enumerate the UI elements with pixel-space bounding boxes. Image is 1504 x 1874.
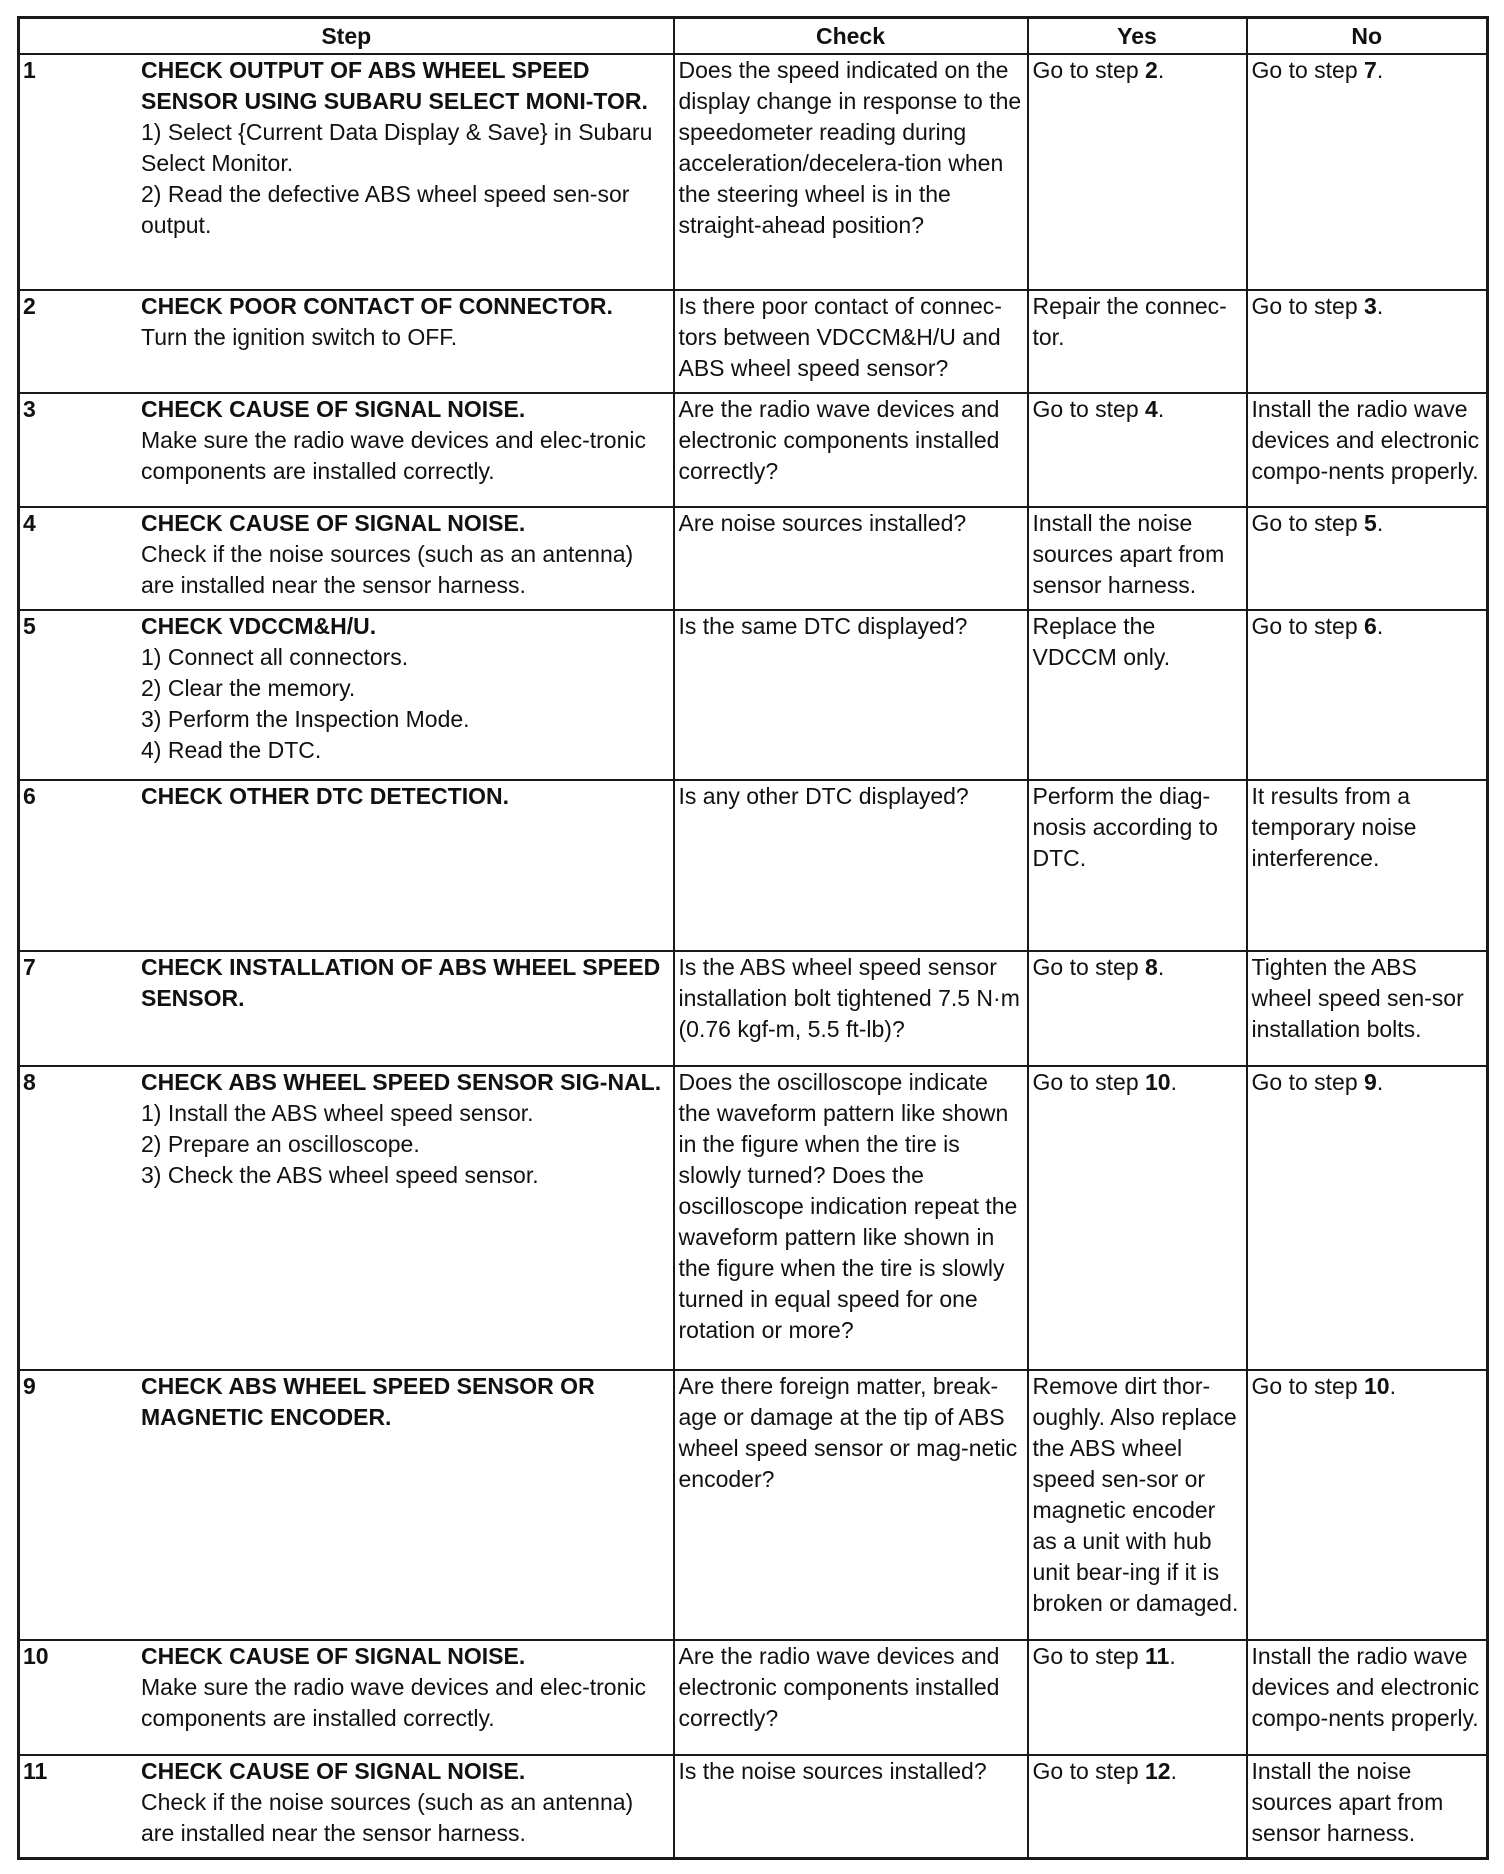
no-cell xyxy=(1247,1640,1488,1755)
step-cell xyxy=(19,1755,674,1858)
step-description xyxy=(141,1371,669,1433)
no-cell xyxy=(1247,1066,1488,1370)
no-step-ref: 5 xyxy=(1364,510,1377,537)
check-cell: Are noise sources installed? xyxy=(674,507,1028,610)
check-cell: Does the oscilloscope indicate the waveform pattern like shown in the figure when the tire is slowly turned? Does the oscilloscope indication repeat the waveform pattern like shown in the figure when the tire is slowly turned in equal speed for one rotation or more? xyxy=(674,1066,1028,1370)
no-text-end: . xyxy=(1376,510,1384,537)
table-body xyxy=(19,54,1488,1859)
yes-cell xyxy=(1028,393,1247,508)
check-cell: Is any other DTC displayed? xyxy=(674,780,1028,951)
table-row xyxy=(19,780,1488,951)
step-number: 10 xyxy=(23,1643,49,1670)
step-title: CHECK OTHER DTC DETECTION. xyxy=(141,783,509,810)
no-text: Go to step xyxy=(1251,292,1365,319)
yes-step-ref: 4 xyxy=(1145,395,1158,422)
step-title: CHECK CAUSE OF SIGNAL NOISE. xyxy=(141,1643,526,1670)
no-text: Go to step xyxy=(1251,57,1365,83)
yes-text: Remove dirt thor-oughly. Also replace the ABS wheel speed sen-sor or magnetic encoder as a unit with hub unit bear-ing if it is broken or damaged. xyxy=(1032,1372,1239,1616)
yes-text: Install the noise sources apart from sensor harness. xyxy=(1032,510,1225,599)
step-instruction: 3) Check the ABS wheel speed sensor. xyxy=(141,1161,539,1188)
no-step-ref: 3 xyxy=(1364,292,1377,319)
check-cell: Does the speed indicated on the display change in response to the speedometer reading during acceleration/decelera-tion when the steering wheel is in the straight-ahead position? xyxy=(674,54,1028,290)
yes-step-ref: 12 xyxy=(1145,1758,1171,1785)
step-cell xyxy=(19,951,674,1066)
no-text: Go to step xyxy=(1251,1068,1365,1095)
step-number: 6 xyxy=(23,783,36,810)
no-text: Install the noise sources apart from sensor harness. xyxy=(1251,1758,1444,1847)
yes-cell xyxy=(1028,1755,1247,1858)
yes-step-ref: 11 xyxy=(1145,1643,1170,1670)
step-description xyxy=(141,1067,669,1191)
check-cell: Is the noise sources installed? xyxy=(674,1755,1028,1858)
step-instruction: 1) Select {Current Data Display & Save} in Subaru Select Monitor. xyxy=(141,119,653,176)
table-row xyxy=(19,507,1488,610)
step-number: 3 xyxy=(23,395,36,422)
no-text: Install the radio wave devices and electronic compo-nents properly. xyxy=(1251,1643,1480,1732)
no-text-end: . xyxy=(1376,292,1384,319)
step-description xyxy=(141,1641,669,1734)
table-row xyxy=(19,1755,1488,1858)
step-cell xyxy=(19,54,674,290)
no-cell xyxy=(1247,54,1488,290)
step-title: CHECK OUTPUT OF ABS WHEEL SPEED SENSOR USING SUBARU SELECT MONI-TOR. xyxy=(141,57,648,114)
no-cell xyxy=(1247,393,1488,508)
yes-text: Replace the VDCCM only. xyxy=(1032,613,1171,671)
step-number: 2 xyxy=(23,292,36,319)
no-cell xyxy=(1247,780,1488,951)
no-text-end: . xyxy=(1376,613,1384,640)
step-instruction: 3) Perform the Inspection Mode. xyxy=(141,706,470,733)
step-cell xyxy=(19,780,674,951)
step-instruction: 2) Prepare an oscilloscope. xyxy=(141,1130,420,1157)
yes-step-ref: 8 xyxy=(1145,954,1158,981)
check-cell: Is there poor contact of connec-tors between VDCCM&H/U and ABS wheel speed sensor? xyxy=(674,290,1028,393)
step-instruction: Turn the ignition switch to OFF. xyxy=(141,323,458,350)
step-instruction: Make sure the radio wave devices and elec-tronic components are installed correctly. xyxy=(141,1674,646,1732)
step-number: 8 xyxy=(23,1068,36,1095)
step-description xyxy=(141,611,669,766)
step-title: CHECK INSTALLATION OF ABS WHEEL SPEED SENSOR. xyxy=(141,954,661,1012)
table-row xyxy=(19,1066,1488,1370)
step-title: CHECK ABS WHEEL SPEED SENSOR SIG-NAL. xyxy=(141,1068,662,1095)
no-step-ref: 9 xyxy=(1364,1068,1377,1095)
no-cell xyxy=(1247,951,1488,1066)
no-cell xyxy=(1247,1755,1488,1858)
no-text-end: . xyxy=(1389,1372,1396,1399)
header-check: Check xyxy=(674,18,1028,55)
no-text: Go to step xyxy=(1251,1372,1365,1399)
step-instruction: 1) Install the ABS wheel speed sensor. xyxy=(141,1099,534,1126)
step-cell xyxy=(19,1066,674,1370)
step-title: CHECK ABS WHEEL SPEED SENSOR OR MAGNETIC ENCODER. xyxy=(141,1372,595,1430)
yes-text-end: . xyxy=(1157,954,1165,981)
yes-cell xyxy=(1028,610,1247,780)
yes-cell xyxy=(1028,1370,1247,1641)
yes-text: Go to step xyxy=(1032,395,1146,422)
no-text: Install the radio wave devices and electronic compo-nents properly. xyxy=(1251,395,1480,484)
yes-cell xyxy=(1028,780,1247,951)
no-cell xyxy=(1247,290,1488,393)
yes-text-end: . xyxy=(1157,395,1165,422)
table-row xyxy=(19,1640,1488,1755)
step-description xyxy=(141,291,669,353)
step-description xyxy=(141,952,669,1014)
step-cell xyxy=(19,610,674,780)
yes-text-end: . xyxy=(1157,57,1165,83)
step-number: 1 xyxy=(23,57,36,83)
step-instruction: 2) Clear the memory. xyxy=(141,675,356,702)
step-number: 11 xyxy=(23,1758,48,1785)
check-cell: Is the ABS wheel speed sensor installation bolt tightened 7.5 N·m (0.76 kgf-m, 5.5 ft-lb)? xyxy=(674,951,1028,1066)
no-text: It results from a temporary noise interference. xyxy=(1251,783,1417,872)
no-text: Go to step xyxy=(1251,510,1365,537)
step-number: 9 xyxy=(23,1372,36,1399)
diagnostic-table xyxy=(17,16,1489,1860)
yes-cell xyxy=(1028,951,1247,1066)
table-row xyxy=(19,1370,1488,1641)
step-description xyxy=(141,55,669,241)
diagnostic-procedure-sheet xyxy=(17,16,1486,1860)
step-instruction: 2) Read the defective ABS wheel speed sen-sor output. xyxy=(141,181,630,238)
header-no: No xyxy=(1247,18,1488,55)
step-title: CHECK CAUSE OF SIGNAL NOISE. xyxy=(141,510,526,537)
step-description xyxy=(141,1756,669,1849)
no-step-ref: 6 xyxy=(1364,613,1377,640)
yes-cell xyxy=(1028,54,1247,290)
step-number: 5 xyxy=(23,613,36,640)
step-instruction: 1) Connect all connectors. xyxy=(141,644,409,671)
step-cell xyxy=(19,290,674,393)
no-step-ref: 7 xyxy=(1364,57,1377,83)
table-header-row xyxy=(19,18,1488,55)
step-title: CHECK CAUSE OF SIGNAL NOISE. xyxy=(141,1758,526,1785)
yes-cell xyxy=(1028,1640,1247,1755)
yes-text: Go to step xyxy=(1032,1758,1146,1785)
step-description xyxy=(141,394,669,487)
check-cell: Are there foreign matter, break-age or damage at the tip of ABS wheel speed sensor or mag-netic encoder? xyxy=(674,1370,1028,1641)
yes-text-end: . xyxy=(1170,1068,1177,1095)
check-cell: Are the radio wave devices and electronic components installed correctly? xyxy=(674,393,1028,508)
step-number: 7 xyxy=(23,954,36,981)
step-instruction: 4) Read the DTC. xyxy=(141,737,322,764)
no-cell xyxy=(1247,610,1488,780)
step-cell xyxy=(19,393,674,508)
yes-text: Perform the diag-nosis according to DTC. xyxy=(1032,783,1218,872)
step-description xyxy=(141,508,669,601)
yes-cell xyxy=(1028,1066,1247,1370)
step-cell xyxy=(19,1640,674,1755)
yes-cell xyxy=(1028,290,1247,393)
no-text-end: . xyxy=(1376,1068,1384,1095)
table-row xyxy=(19,393,1488,508)
no-text-end: . xyxy=(1376,57,1384,83)
yes-text: Go to step xyxy=(1032,1643,1146,1670)
yes-text-end: . xyxy=(1169,1643,1176,1670)
no-cell xyxy=(1247,1370,1488,1641)
yes-text: Repair the connec-tor. xyxy=(1032,292,1227,350)
step-instruction: Check if the noise sources (such as an antenna) are installed near the sensor harness. xyxy=(141,1789,634,1847)
step-cell xyxy=(19,1370,674,1641)
step-title: CHECK VDCCM&H/U. xyxy=(141,613,377,640)
yes-step-ref: 2 xyxy=(1145,57,1158,83)
yes-text: Go to step xyxy=(1032,1068,1146,1095)
step-title: CHECK CAUSE OF SIGNAL NOISE. xyxy=(141,395,526,422)
yes-text: Go to step xyxy=(1032,954,1146,981)
step-number: 4 xyxy=(23,510,36,537)
check-cell: Are the radio wave devices and electronic components installed correctly? xyxy=(674,1640,1028,1755)
step-instruction: Make sure the radio wave devices and elec-tronic components are installed correctly. xyxy=(141,426,646,484)
yes-text-end: . xyxy=(1170,1758,1177,1785)
table-row xyxy=(19,54,1488,290)
table-row xyxy=(19,610,1488,780)
header-yes: Yes xyxy=(1028,18,1247,55)
yes-step-ref: 10 xyxy=(1145,1068,1171,1095)
header-step: Step xyxy=(19,18,674,55)
step-title: CHECK POOR CONTACT OF CONNECTOR. xyxy=(141,292,613,319)
no-text: Go to step xyxy=(1251,613,1365,640)
table-row xyxy=(19,951,1488,1066)
yes-text: Go to step xyxy=(1032,57,1146,83)
step-instruction: Check if the noise sources (such as an antenna) are installed near the sensor harness. xyxy=(141,541,634,599)
step-description xyxy=(141,781,669,812)
check-cell: Is the same DTC displayed? xyxy=(674,610,1028,780)
yes-cell xyxy=(1028,507,1247,610)
no-cell xyxy=(1247,507,1488,610)
step-cell xyxy=(19,507,674,610)
no-text: Tighten the ABS wheel speed sen-sor installation bolts. xyxy=(1251,954,1464,1043)
table-row xyxy=(19,290,1488,393)
no-step-ref: 10 xyxy=(1364,1372,1390,1399)
